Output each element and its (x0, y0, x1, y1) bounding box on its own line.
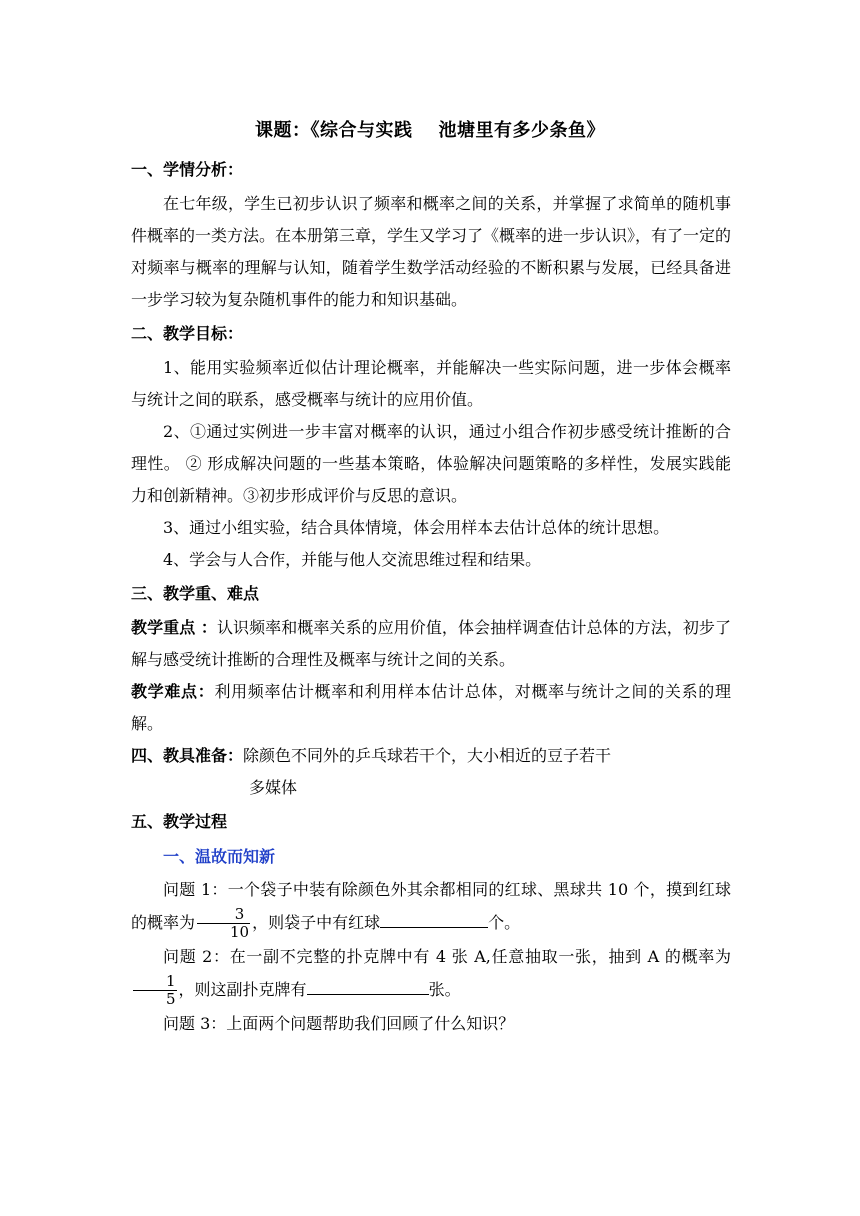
section-2-heading: 二、教学目标： (131, 324, 244, 343)
goal-item: 3、通过小组实验，结合具体情境，体会用样本去估计总体的统计思想。 (163, 518, 670, 537)
goal-item: 2、①通过实例进一步丰富对概率的认识，通过小组合作初步感受统计推断的合理性。 ② 形成解决问题的一些基本策略，体验解决问题策略的多样性，发展实践能力和创新精神。③初步形成评价与反思的意识。 (131, 422, 731, 505)
key-point (131, 612, 731, 676)
goal-item: 4、学会与人合作，并能与他人交流思维过程和结果。 (163, 550, 542, 569)
question-1 (131, 874, 731, 941)
fraction-numerator: 3 (197, 906, 250, 924)
tools-line-1: 除颜色不同外的乒乓球若干个，大小相近的豆子若干 (243, 746, 612, 765)
difficult-point-text: 利用频率估计概率和利用样本估计总体，对概率与统计之间的关系的理解。 (131, 682, 731, 733)
key-point-label: 教学重点 ： (131, 618, 217, 637)
section-1-paragraph: 在七年级，学生已初步认识了频率和概率之间的关系，并掌握了求简单的随机事件概率的一类方法。在本册第三章，学生又学习了《概率的进一步认识》，有了一定的对频率与概率的理解与认知，随着学生数学活动经验的不断积累与发展，已经具备进一步学习较为复杂随机事件的能力和知识基础。 (131, 194, 732, 309)
section-1-heading: 一、学情分析： (131, 160, 244, 179)
fraction-denominator: 5 (166, 990, 176, 1008)
answer-blank (380, 913, 488, 928)
section-4 (131, 740, 731, 772)
title-right: 池塘里有多少条鱼》 (438, 120, 605, 141)
question-2-end: 张。 (428, 980, 461, 999)
section-4-heading: 四、教具准备： (131, 746, 244, 765)
fraction-denominator: 10 (230, 923, 250, 941)
question-1-end: 个。 (488, 913, 521, 932)
question-2 (131, 941, 731, 1008)
section-5-heading: 五、教学过程 (131, 812, 228, 831)
goal-item: 1、能用实验频率近似估计理论概率，并能解决一些实际问题，进一步体会概率与统计之间的联系，感受概率与统计的应用价值。 (131, 358, 731, 409)
section-3-heading: 三、教学重、难点 (131, 584, 260, 603)
tools-line-2: 多媒体 (249, 778, 298, 797)
question-2-text-2: ，则这副扑克牌有 (178, 980, 307, 999)
question-1-text-2: ，则袋子中有红球 (252, 913, 381, 932)
fraction-1-5 (133, 973, 177, 1008)
title-left: 课题：《综合与实践 (255, 120, 413, 141)
question-1-text: 问题 1：一个袋子中装有除颜色外其余都相同的红球、黑球共 10 个，摸到红球的概率为 (131, 880, 731, 932)
document-body (131, 152, 731, 1040)
difficult-point (131, 676, 731, 740)
question-2-text: 问题 2：在一副不完整的扑克牌中有 4 张 A,任意抽取一张，抽到 A 的概率为 (163, 947, 731, 966)
difficult-point-label: 教学难点： (131, 682, 215, 701)
answer-blank (307, 980, 429, 995)
fraction-3-10 (197, 906, 250, 941)
subsection-heading: 一、温故而知新 (163, 847, 276, 866)
fraction-numerator: 1 (133, 973, 177, 991)
lesson-title (0, 116, 860, 142)
key-point-text: 认识频率和概率关系的应用价值，体会抽样调查估计总体的方法，初步了解与感受统计推断的合理性及概率与统计之间的关系。 (131, 618, 731, 669)
question-3: 问题 3：上面两个问题帮助我们回顾了什么知识？ (163, 1014, 515, 1033)
